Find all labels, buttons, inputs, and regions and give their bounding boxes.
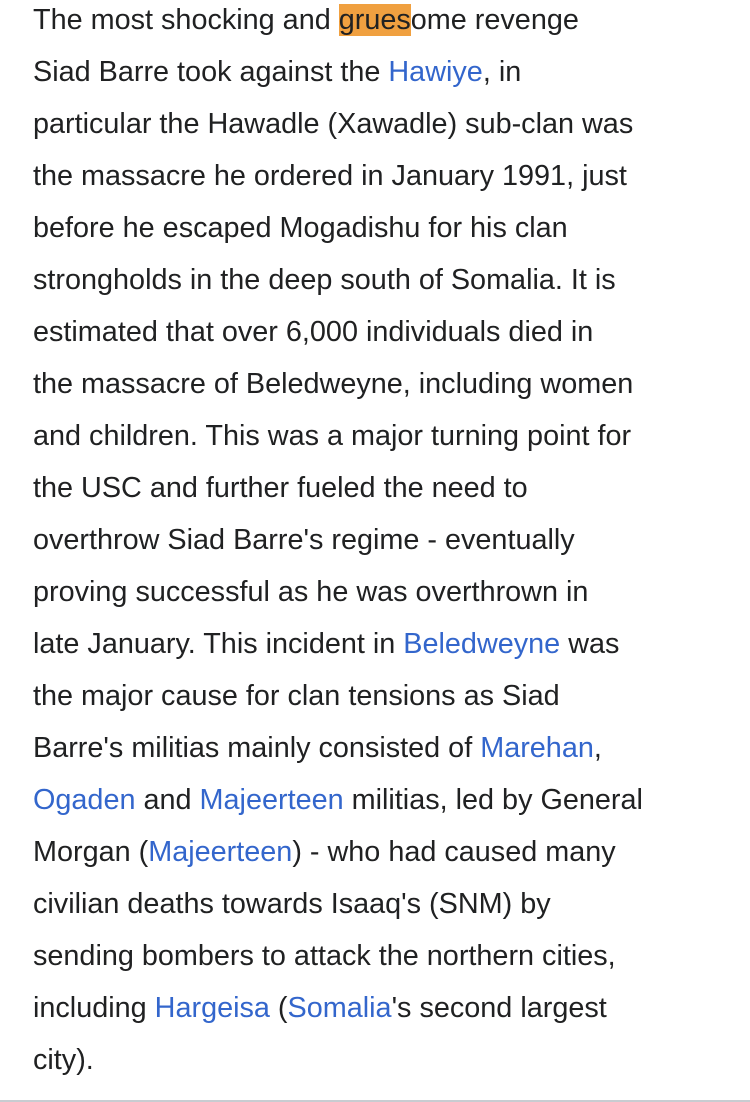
- paragraph-line: [33, 462, 733, 514]
- paragraph-text: militias, led by General: [343, 784, 643, 816]
- paragraph-text: ) - who had caused many: [292, 836, 616, 868]
- article-link[interactable]: Majeerteen: [199, 784, 344, 816]
- paragraph-text: the USC and further fueled the need to: [33, 472, 528, 504]
- paragraph-text: proving successful as he was overthrown in: [33, 576, 589, 608]
- paragraph-text: overthrow Siad Barre's regime - eventually: [33, 524, 575, 556]
- paragraph-text: city).: [33, 1044, 94, 1076]
- paragraph-text: and children. This was a major turning point for: [33, 420, 632, 452]
- paragraph-line: [33, 514, 733, 566]
- paragraph-text: and: [135, 784, 200, 816]
- paragraph-text: (: [269, 992, 288, 1024]
- article-link[interactable]: Beledweyne: [403, 628, 561, 660]
- article-link[interactable]: Hawiye: [388, 56, 483, 88]
- paragraph-line: [33, 98, 733, 150]
- paragraph-line: [33, 410, 733, 462]
- paragraph-text: the major cause for clan tensions as Siad: [33, 680, 560, 712]
- article-link[interactable]: Majeerteen: [148, 836, 293, 868]
- paragraph-line: [33, 930, 733, 982]
- article-link[interactable]: Ogaden: [33, 784, 136, 816]
- paragraph-line: [33, 150, 733, 202]
- paragraph-text: The most shocking and: [33, 4, 339, 36]
- paragraph-text: Barre's militias mainly consisted of: [33, 732, 481, 764]
- article-link[interactable]: Marehan: [480, 732, 594, 764]
- paragraph-line: [33, 0, 733, 46]
- paragraph-text: the massacre he ordered in January 1991, just: [33, 160, 627, 192]
- paragraph-line: [33, 722, 733, 774]
- paragraph-line: [33, 878, 733, 930]
- paragraph-line: [33, 670, 733, 722]
- paragraph-text: particular the Hawadle (Xawadle) sub-clan was: [33, 108, 634, 140]
- paragraph-text: ,: [593, 732, 602, 764]
- paragraph-text: Morgan (: [33, 836, 149, 868]
- paragraph-line: [33, 202, 733, 254]
- paragraph-text: ome revenge: [410, 4, 579, 36]
- paragraph-text: Siad Barre took against the: [33, 56, 389, 88]
- search-highlight: grues: [338, 4, 411, 36]
- paragraph-text: sending bombers to attack the northern cities,: [33, 940, 616, 972]
- article-paragraph: [33, 0, 733, 1086]
- paragraph-line: [33, 358, 733, 410]
- paragraph-line: [33, 566, 733, 618]
- paragraph-text: 's second largest: [391, 992, 607, 1024]
- paragraph-text: , in: [482, 56, 522, 88]
- paragraph-line: [33, 1034, 733, 1086]
- paragraph-line: [33, 982, 733, 1034]
- paragraph-text: strongholds in the deep south of Somalia. It is: [33, 264, 616, 296]
- paragraph-text: estimated that over 6,000 individuals died in: [33, 316, 594, 348]
- paragraph-text: before he escaped Mogadishu for his clan: [33, 212, 568, 244]
- paragraph-line: [33, 774, 733, 826]
- article-link[interactable]: Somalia: [287, 992, 392, 1024]
- paragraph-line: [33, 306, 733, 358]
- article-link[interactable]: Hargeisa: [154, 992, 270, 1024]
- paragraph-line: [33, 46, 733, 98]
- paragraph-text: the massacre of Beledweyne, including women: [33, 368, 634, 400]
- paragraph-line: [33, 618, 733, 670]
- paragraph-text: was: [560, 628, 620, 660]
- paragraph-text: late January. This incident in: [33, 628, 404, 660]
- paragraph-line: [33, 826, 733, 878]
- paragraph-text: civilian deaths towards Isaaq's (SNM) by: [33, 888, 551, 920]
- paragraph-line: [33, 254, 733, 306]
- paragraph-text: including: [33, 992, 155, 1024]
